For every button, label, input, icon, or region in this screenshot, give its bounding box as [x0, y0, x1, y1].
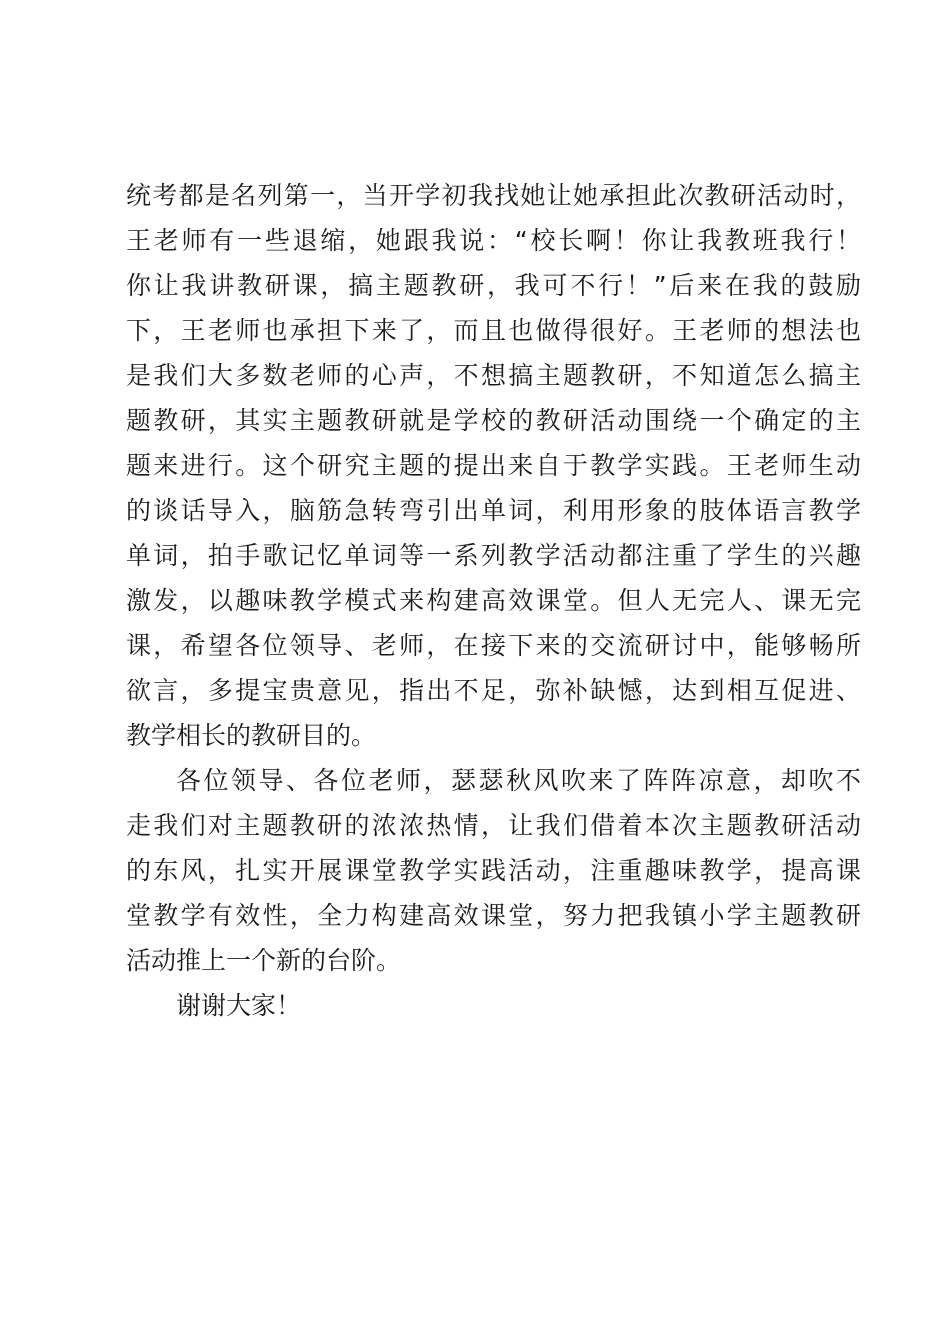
text-line: 题来进行。这个研究主题的提出来自于教学实践。王老师生动: [126, 451, 861, 480]
text-line: 下，王老师也承担下来了，而且也做得很好。王老师的想法也: [126, 316, 861, 345]
text-line: 统考都是名列第一，当开学初我找她让她承担此次教研活动时，: [126, 181, 861, 210]
paragraph-3: [126, 983, 861, 1028]
text-line: 题教研，其实主题教研就是学校的教研活动围绕一个确定的主: [126, 406, 861, 435]
closing-line: 谢谢大家！: [176, 991, 302, 1020]
document-body: [126, 173, 861, 1028]
text-line: 的谈话导入，脑筋急转弯引出单词，利用形象的肢体语言教学: [126, 496, 861, 525]
text-line: 课，希望各位领导、老师，在接下来的交流研讨中，能够畅所: [126, 631, 861, 660]
text-line: 的东风，扎实开展课堂教学实践活动，注重趣味教学，提高课: [126, 856, 861, 885]
text-line: 是我们大多数老师的心声，不想搞主题教研，不知道怎么搞主: [126, 361, 861, 390]
text-line: 堂教学有效性，全力构建高效课堂，努力把我镇小学主题教研: [126, 901, 861, 930]
text-line: 各位领导、各位老师，瑟瑟秋风吹来了阵阵凉意，却吹不: [176, 766, 861, 795]
text-line: 教学相长的教研目的。: [126, 721, 377, 750]
paragraph-1: [126, 173, 861, 758]
text-line: 激发，以趣味教学模式来构建高效课堂。但人无完人、课无完: [126, 586, 861, 615]
text-line: 走我们对主题教研的浓浓热情，让我们借着本次主题教研活动: [126, 811, 861, 840]
text-line: 王老师有一些退缩，她跟我说：“校长啊！你让我教班我行！: [126, 226, 861, 255]
text-line: 你让我讲教研课，搞主题教研，我可不行！”后来在我的鼓励: [126, 271, 861, 300]
text-line: 活动推上一个新的台阶。: [126, 946, 402, 975]
paragraph-2: [126, 758, 861, 983]
text-line: 单词，拍手歌记忆单词等一系列教学活动都注重了学生的兴趣: [126, 541, 861, 570]
text-line: 欲言，多提宝贵意见，指出不足，弥补缺憾，达到相互促进、: [126, 676, 861, 705]
